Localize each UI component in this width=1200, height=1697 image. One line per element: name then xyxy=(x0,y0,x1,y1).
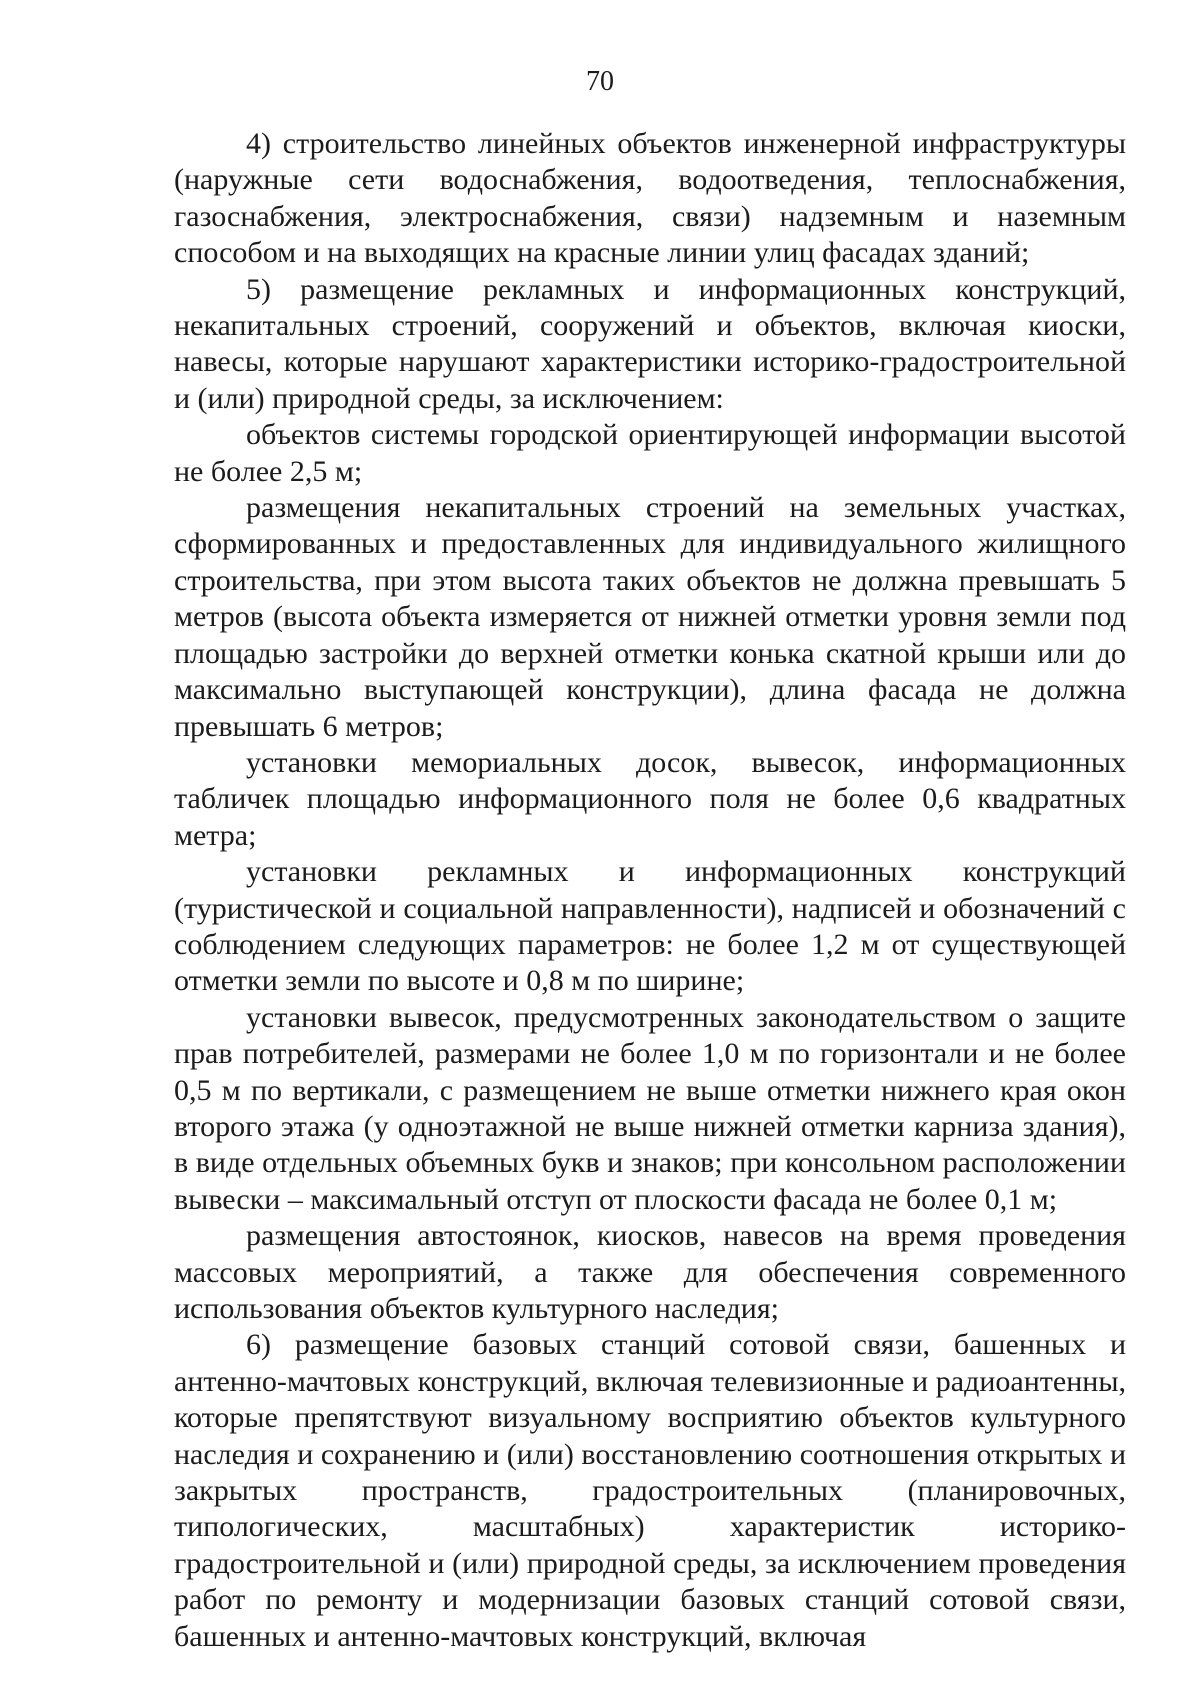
paragraph-item-5: 5) размещение рекламных и информационных конструкций, некапитальных строений, сооружений и объектов, включая киоски, навесы, которые нарушают характеристики историко-градостроительной и (или) природной среды, за исключением: xyxy=(174,272,1126,415)
page-number: 70 xyxy=(586,66,614,97)
paragraph-item-4: 4) строительство линейных объектов инженерной инфраструктуры (наружные сети водоснабжения, водоотведения, теплоснабжения, газоснабжения, электроснабжения, связи) надземным и наземным способом и на выходящих на красные линии улиц фасадах зданий; xyxy=(174,127,1126,270)
paragraph-exception-signboards: установки вывесок, предусмотренных законодательством о защите прав потребителей, размерами не более 1,0 м по горизонтали и не более 0,5 м по вертикали, с размещением не выше отметки нижнего края окон второго этажа (у одноэтажной не выше нижней отметки карниза здания), в виде отдельных объемных букв и знаков; при консольном расположении вывески – максимальный отступ от плоскости фасада не более 0,1 м; xyxy=(174,1000,1126,1216)
document-body xyxy=(174,126,1126,1655)
paragraph-exception-noncapital-buildings: размещения некапитальных строений на земельных участках, сформированных и предоставленных для индивидуального жилищного строительства, при этом высота таких объектов не должна превышать 5 метров (высота объекта измеряется от нижней отметки уровня земли под площадью застройки до верхней отметки конька скатной крыши или до максимально выступающей конструкции), длина фасада не должна превышать 6 метров; xyxy=(174,491,1126,743)
paragraph-exception-memorial-plaques: установки мемориальных досок, вывесок, информационных табличек площадью информационного поля не более 0,6 квадратных метра; xyxy=(174,745,1126,852)
paragraph-item-6: 6) размещение базовых станций сотовой связи, башенных и антенно-мачтовых конструкций, включая телевизионные и радиоантенны, которые препятствуют визуальному восприятию объектов культурного наследия и сохранению и (или) восстановлению соотношения открытых и закрытых пространств, градостроительных (планировочных, типологических, масштабных) характеристик историко-градостроительной и (или) природной среды, за исключением проведения работ по ремонту и модернизации базовых станций сотовой связи, башенных и антенно-мачтовых конструкций, включая xyxy=(174,1328,1126,1653)
paragraph-exception-parking-kiosks: размещения автостоянок, киосков, навесов на время проведения массовых мероприятий, а также для обеспечения современного использования объектов культурного наследия; xyxy=(174,1219,1126,1325)
paragraph-exception-advertising-structures: установки рекламных и информационных конструкций (туристической и социальной направленности), надписей и обозначений с соблюдением следующих параметров: не более 1,2 м от существующей отметки земли по высоте и 0,8 м по ширине; xyxy=(174,855,1126,998)
paragraph-exception-orientation-info: объектов системы городской ориентирующей информации высотой не более 2,5 м; xyxy=(174,418,1126,488)
